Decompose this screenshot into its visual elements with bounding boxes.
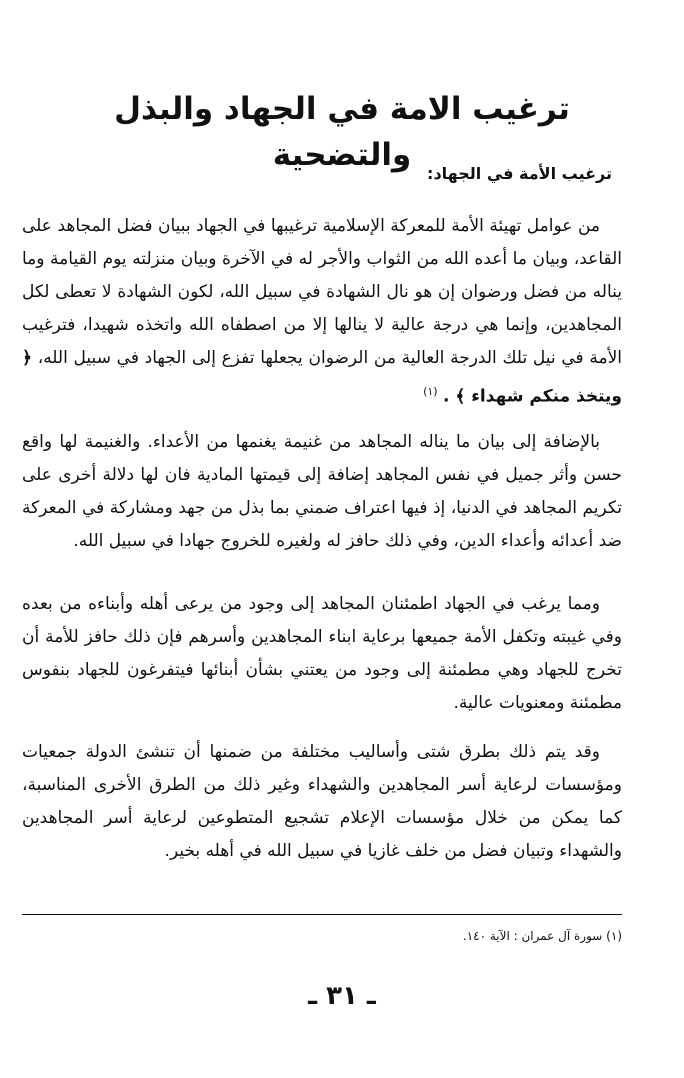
footnote-divider: [22, 914, 622, 915]
paragraph-4: وقد يتم ذلك بطرق شتى وأساليب مختلفة من ضمنها أن تنشئ الدولة جمعيات ومؤسسات لرعاية أسر المجاهدين والشهداء وغير ذلك من الطرق الأخرى المناسبة، كما يمكن من خلال مؤسسات الإعلام تشجيع المتطوعين لرعاية أسر المجاهدين والشهداء وتبيان فضل من خلف غازيا في سبيل الله في أهله بخير.: [22, 742, 622, 861]
paragraph-1: [22, 210, 622, 414]
footnote: (١) سورة آل عمران : الآية ١٤٠.: [462, 929, 622, 943]
quran-quote: ﴿ ويتخذ منكم شهداء ﴾ .: [22, 348, 622, 407]
page-number: ـ ٣١ ـ: [308, 981, 376, 1011]
paragraph-1-text: من عوامل تهيئة الأمة للمعركة الإسلامية ترغيبها في الجهاد ببيان فضل المجاهد على القاعد، وبيان ما أعده الله من الثواب والأجر له في الآخرة وبيان منزلته يوم القيامة وما يناله من فضل ورضوان إن هو نال الشهادة في سبيل الله، لكون الشهادة لا تعطى لكل المجاهدين، وإنما هي درجة عالية لا ينالها إلا من اصطفاه الله واتخذه شهيدا، فترغيب الأمة في نيل تلك الدرجة العالية من الرضوان يجعلها تفزع إلى الجهاد في سبيل الله،: [22, 216, 622, 368]
footnote-marker: (١): [423, 385, 438, 398]
paragraph-3: ومما يرغب في الجهاد اطمئنان المجاهد إلى وجود من يرعى أهله وأبناءه من بعده وفي غيبته وتكفل الأمة جميعها برعاية ابناء المجاهدين وأسرهم فإن ذلك حافز للأمة أن تخرج للجهاد وهي مطمئنة إلى وجود من يعتني بشأن أبنائها فيتفرغون للجهاد بنفوس مطمئنة ومعنويات عالية.: [22, 594, 622, 713]
paragraph-2: بالإضافة إلى بيان ما يناله المجاهد من غنيمة يغنمها من الأعداء. والغنيمة لها واقع حسن وأثر جميل في نفس المجاهد إضافة إلى قيمتها المادية فان لها دلالة أخرى على تكريم المجاهد في الدنيا، إذ فيها اعتراف ضمني بما بذل من جهد ومشاركة في المعركة ضد أعدائه وأعداء الدين، وفي ذلك حافز له ولغيره للخروج جهادا في سبيل الله.: [22, 432, 622, 551]
page-title: ترغيب الامة في الجهاد والبذل والتضحية: [114, 91, 570, 173]
section-subheading: ترغيب الأمة في الجهاد:: [427, 164, 612, 183]
